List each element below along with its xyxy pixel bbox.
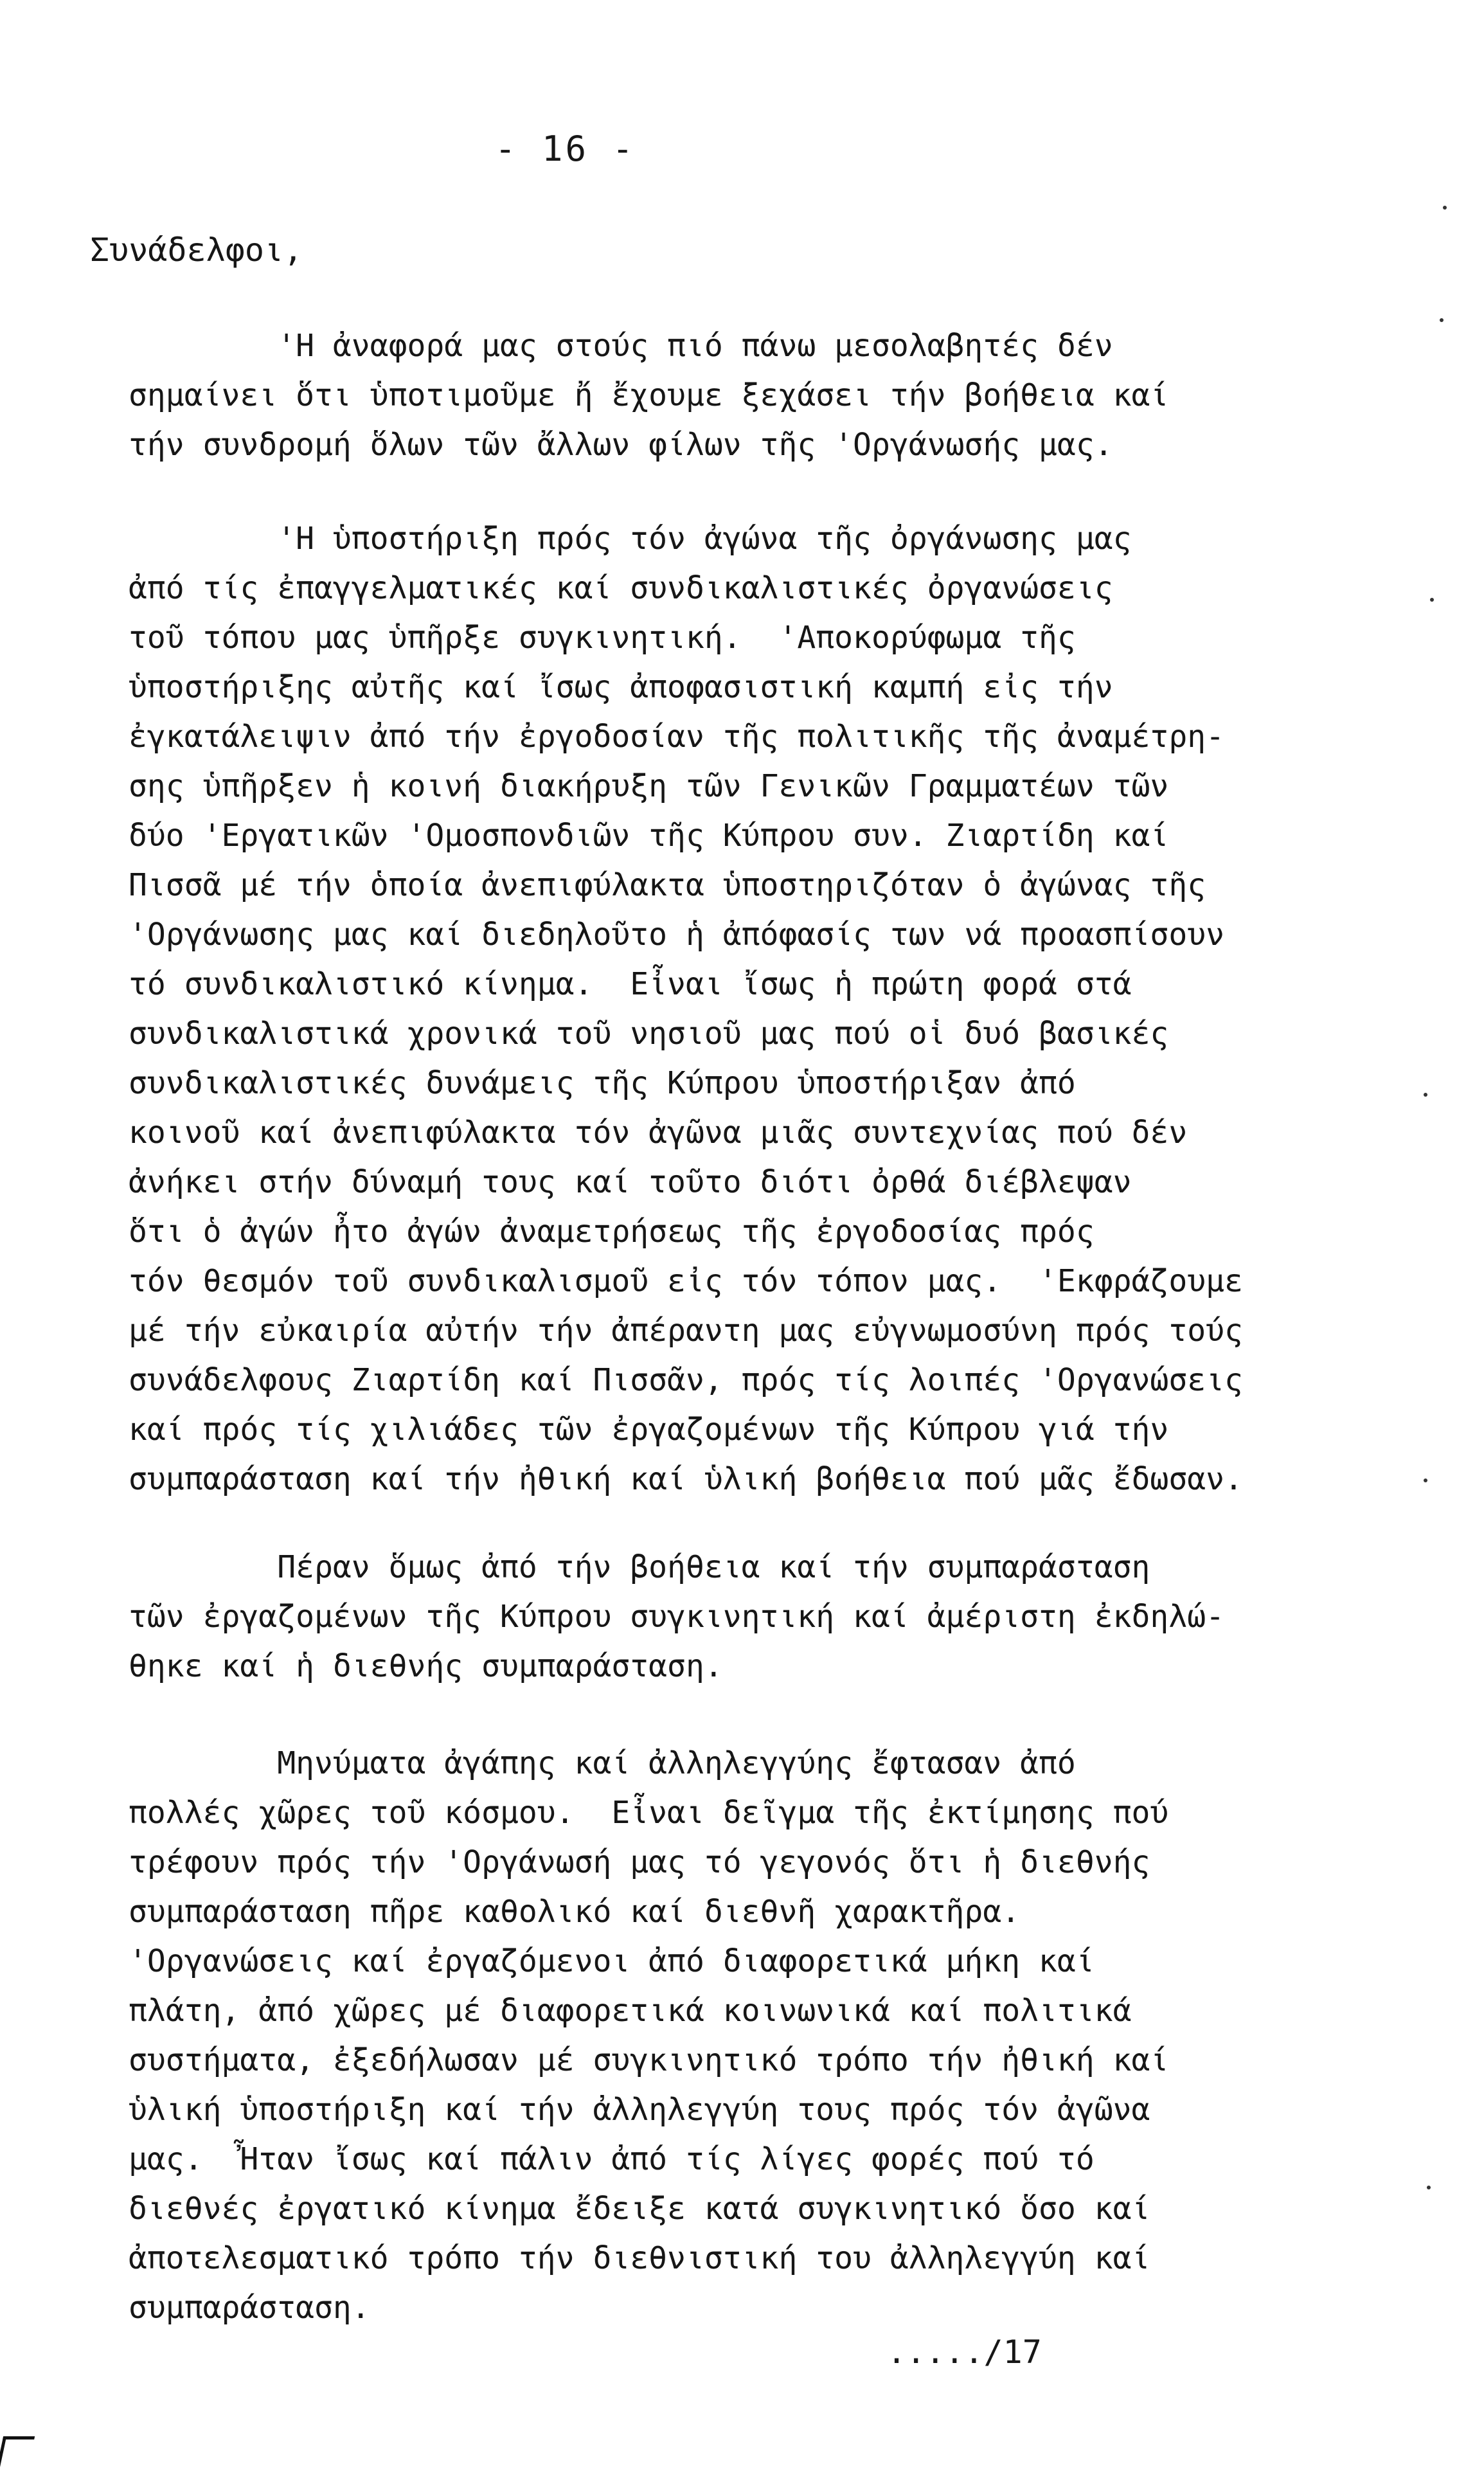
- text-line: σης ὑπῆρξεν ἡ κοινή διακήρυξη τῶν Γενικῶν Γραμματέων τῶν: [129, 768, 1169, 804]
- text-line: τόν θεσμόν τοῦ συνδικαλισμοῦ εἰς τόν τόπον μας. 'Εκφράζουμε: [129, 1263, 1243, 1299]
- text-line: σημαίνει ὅτι ὑποτιμοῦμε ἤ ἔχουμε ξεχάσει τήν βοήθεια καί: [129, 377, 1169, 413]
- scan-speck: [1424, 1093, 1427, 1097]
- text-line: κοινοῦ καί ἀνεπιφύλακτα τόν ἀγῶνα μιᾶς συντεχνίας πού δέν: [129, 1115, 1188, 1151]
- text-line: μέ τήν εὐκαιρία αὐτήν τήν ἀπέραντη μας εὐγνωμοσύνη πρός τούς: [129, 1313, 1243, 1349]
- text-line: συμπαράσταση.: [129, 2290, 370, 2326]
- text-line: τήν συνδρομή ὅλων τῶν ἄλλων φίλων τῆς 'Οργάνωσής μας.: [129, 427, 1113, 463]
- text-line: δύο 'Εργατικῶν 'Ομοσπονδιῶν τῆς Κύπρου συν. Ζιαρτίδη καί: [129, 818, 1169, 854]
- scan-speck: [1440, 318, 1444, 322]
- text-line: πολλές χῶρες τοῦ κόσμου. Εἶναι δεῖγμα τῆς ἐκτίμησης πού: [129, 1795, 1169, 1831]
- scan-speck: [1430, 598, 1434, 602]
- page-number: - 16 -: [495, 129, 636, 169]
- text-line: ἀποτελεσματικό τρόπο τήν διεθνιστική του ἀλληλεγγύη καί: [129, 2240, 1150, 2276]
- text-line: συνάδελφους Ζιαρτίδη καί Πισσᾶν, πρός τίς λοιπές 'Οργανώσεις: [129, 1362, 1243, 1398]
- scan-speck: [1424, 1478, 1427, 1482]
- text-line: συμπαράσταση πῆρε καθολικό καί διεθνῆ χαρακτῆρα.: [129, 1894, 1021, 1930]
- text-line: διεθνές ἐργατικό κίνημα ἔδειξε κατά συγκινητικό ὅσο καί: [129, 2191, 1150, 2227]
- text-line: 'Η ὑποστήριξη πρός τόν ἀγώνα τῆς ὀργάνωσης μας: [129, 521, 1132, 557]
- salutation: Συνάδελφοι,: [90, 231, 303, 269]
- paragraph-4: [129, 1739, 1168, 2333]
- text-line: συστήματα, ἐξεδήλωσαν μέ συγκινητικό τρόπο τήν ἠθική καί: [129, 2042, 1169, 2078]
- continuation-marker: ...../17: [887, 2333, 1042, 2371]
- text-line: ὑποστήριξης αὐτῆς καί ἴσως ἀποφασιστική καμπή εἰς τήν: [129, 669, 1113, 705]
- text-line: Μηνύματα ἀγάπης καί ἀλληλεγγύης ἔφτασαν ἀπό: [129, 1745, 1076, 1781]
- text-line: συνδικαλιστικές δυνάμεις τῆς Κύπρου ὑποστήριξαν ἀπό: [129, 1065, 1076, 1101]
- text-line: 'Οργάνωσης μας καί διεδηλοῦτο ἡ ἀπόφασίς των νά προασπίσουν: [129, 917, 1225, 953]
- text-line: συμπαράσταση καί τήν ἠθική καί ὑλική βοήθεια πού μᾶς ἔδωσαν.: [129, 1461, 1243, 1497]
- text-line: μας. Ἦταν ἴσως καί πάλιν ἀπό τίς λίγες φορές πού τό: [129, 2141, 1095, 2177]
- text-line: τρέφουν πρός τήν 'Οργάνωσή μας τό γεγονός ὅτι ἡ διεθνής: [129, 1844, 1150, 1880]
- text-line: συνδικαλιστικά χρονικά τοῦ νησιοῦ μας πού οἱ δυό βασικές: [129, 1016, 1169, 1052]
- text-line: Πισσᾶ μέ τήν ὁποία ἀνεπιφύλακτα ὑποστηριζόταν ὁ ἀγώνας τῆς: [129, 867, 1206, 903]
- text-line: ἀνήκει στήν δύναμή τους καί τοῦτο διότι ὀρθά διέβλεψαν: [129, 1164, 1132, 1200]
- paragraph-2: [129, 514, 1243, 1504]
- text-line: Πέραν ὅμως ἀπό τήν βοήθεια καί τήν συμπαράσταση: [129, 1549, 1150, 1585]
- scan-speck: [1427, 2186, 1431, 2189]
- text-line: ὅτι ὁ ἀγών ἦτο ἀγών ἀναμετρήσεως τῆς ἐργοδοσίας πρός: [129, 1214, 1095, 1250]
- text-line: τό συνδικαλιστικό κίνημα. Εἶναι ἴσως ἡ πρώτη φορά στά: [129, 966, 1132, 1002]
- scan-corner-mark: [0, 2436, 35, 2468]
- text-line: πλάτη, ἀπό χῶρες μέ διαφορετικά κοινωνικά καί πολιτικά: [129, 1993, 1132, 2029]
- paragraph-1: [129, 321, 1168, 470]
- text-line: 'Η ἀναφορά μας στούς πιό πάνω μεσολαβητές δέν: [129, 328, 1113, 364]
- text-line: τῶν ἐργαζομένων τῆς Κύπρου συγκινητική καί ἀμέριστη ἐκδηλώ-: [129, 1599, 1225, 1635]
- scan-speck: [1443, 206, 1447, 210]
- text-line: τοῦ τόπου μας ὑπῆρξε συγκινητική. 'Αποκορύφωμα τῆς: [129, 620, 1076, 656]
- text-line: ἀπό τίς ἐπαγγελματικές καί συνδικαλιστικές ὀργανώσεις: [129, 570, 1113, 606]
- text-line: ὑλική ὑποστήριξη καί τήν ἀλληλεγγύη τους πρός τόν ἀγῶνα: [129, 2092, 1150, 2128]
- paragraph-3: [129, 1543, 1224, 1691]
- text-line: 'Οργανώσεις καί ἐργαζόμενοι ἀπό διαφορετικά μήκη καί: [129, 1943, 1095, 1979]
- text-line: θηκε καί ἡ διεθνής συμπαράσταση.: [129, 1648, 723, 1684]
- text-line: καί πρός τίς χιλιάδες τῶν ἐργαζομένων τῆς Κύπρου γιά τήν: [129, 1412, 1169, 1448]
- text-line: ἐγκατάλειψιν ἀπό τήν ἐργοδοσίαν τῆς πολιτικῆς τῆς ἀναμέτρη-: [129, 719, 1225, 755]
